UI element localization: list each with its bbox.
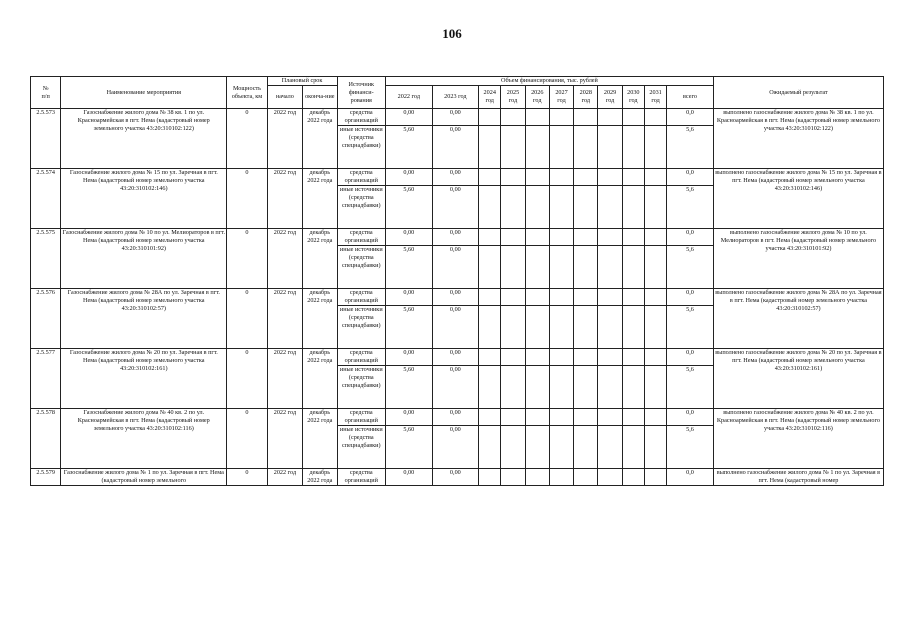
expected-result: выполнено газоснабжение жилого дома № 38 кв. 1 по ул. Красноармейская в пгт. Нема (кадастровый номер земельного участка 43:20:310102:122) [713,109,883,169]
row-number: 2.5.576 [31,289,61,349]
measure-name: Газоснабжение жилого дома № 10 по ул. Мелиораторов в пгт. Нема (кадастровый номер земельного участка 43:20:310101:92) [61,229,227,289]
capacity: 0 [227,469,267,486]
row-number: 2.5.574 [31,169,61,229]
expected-result: выполнено газоснабжение жилого дома № 40 кв. 2 по ул. Красноармейская в пгт. Нема (кадастровый номер земельного участка 43:20:310102:116) [713,409,883,469]
value-2022: 0,00 [386,229,433,246]
empty-cell [622,366,644,409]
value-2022: 5,60 [386,306,433,349]
empty-cell [525,349,549,366]
value-2023: 0,00 [432,169,479,186]
empty-cell [549,409,573,426]
funding-source: иные источники (средства спецнадбавки) [337,186,386,229]
empty-cell [644,426,666,469]
empty-cell [501,366,525,409]
measure-name: Газоснабжение жилого дома № 38 кв. 1 по ул. Красноармейская в пгт. Нема (кадастровый номер земельного участка 43:20:310102:122) [61,109,227,169]
funding-source: средства организаций [337,409,386,426]
row-number: 2.5.575 [31,229,61,289]
value-2022: 0,00 [386,289,433,306]
plan-end: декабрь 2022 года [303,289,337,349]
empty-cell [598,126,622,169]
header-year: 2029 год [598,86,622,109]
plan-start: 2022 год [267,289,302,349]
value-total: 5,6 [667,126,714,169]
expected-result: выполнено газоснабжение жилого дома № 1 по ул. Заречная в пгт. Нема (кадастровый номер [713,469,883,486]
value-total: 0,0 [667,289,714,306]
value-2022: 5,60 [386,366,433,409]
empty-cell [598,289,622,306]
empty-cell [622,426,644,469]
table-row [31,169,884,186]
table-row [31,289,884,306]
empty-cell [479,186,501,229]
empty-cell [525,306,549,349]
empty-cell [622,246,644,289]
empty-cell [479,349,501,366]
plan-start: 2022 год [267,169,302,229]
empty-cell [644,186,666,229]
empty-cell [598,109,622,126]
empty-cell [479,169,501,186]
table-row [31,409,884,426]
empty-cell [598,366,622,409]
table-row [31,469,884,486]
value-2023: 0,00 [432,229,479,246]
empty-cell [574,409,598,426]
empty-cell [525,426,549,469]
empty-cell [574,366,598,409]
empty-cell [501,426,525,469]
empty-cell [549,289,573,306]
empty-cell [644,306,666,349]
empty-cell [525,229,549,246]
value-2023: 0,00 [432,426,479,469]
value-2022: 0,00 [386,469,433,486]
empty-cell [644,109,666,126]
header-year: 2023 год [432,86,479,109]
empty-cell [479,229,501,246]
row-number: 2.5.573 [31,109,61,169]
plan-start: 2022 год [267,349,302,409]
empty-cell [501,109,525,126]
empty-cell [574,246,598,289]
row-number: 2.5.577 [31,349,61,409]
measure-name: Газоснабжение жилого дома № 20 по ул. Заречная в пгт. Нема (кадастровый номер земельного участка 43:20:310102:161) [61,349,227,409]
empty-cell [574,306,598,349]
value-2022: 5,60 [386,186,433,229]
empty-cell [525,366,549,409]
plan-start: 2022 год [267,469,302,486]
empty-cell [479,366,501,409]
empty-cell [644,126,666,169]
value-total: 5,6 [667,246,714,289]
empty-cell [479,246,501,289]
value-total: 0,0 [667,169,714,186]
header-source: Источник финанси-рования [337,77,386,109]
empty-cell [501,229,525,246]
capacity: 0 [227,109,267,169]
value-total: 0,0 [667,349,714,366]
funding-source: иные источники (средства спецнадбавки) [337,246,386,289]
empty-cell [644,366,666,409]
value-2022: 5,60 [386,246,433,289]
plan-end: декабрь 2022 года [303,349,337,409]
empty-cell [574,126,598,169]
funding-source: средства организаций [337,289,386,306]
value-2023: 0,00 [432,349,479,366]
row-number: 2.5.579 [31,469,61,486]
empty-cell [598,186,622,229]
header-end: оконча-ние [303,86,337,109]
empty-cell [644,246,666,289]
header-year: 2030 год [622,86,644,109]
header-result: Ожидаемый результат [713,77,883,109]
empty-cell [501,349,525,366]
empty-cell [549,246,573,289]
value-total: 0,0 [667,409,714,426]
empty-cell [598,349,622,366]
capacity: 0 [227,409,267,469]
empty-cell [644,469,666,486]
capacity: 0 [227,169,267,229]
header-year: 2025 год [501,86,525,109]
header-year: 2026 год [525,86,549,109]
header-total: всего [667,86,714,109]
empty-cell [574,349,598,366]
value-2023: 0,00 [432,109,479,126]
value-2023: 0,00 [432,246,479,289]
value-total: 0,0 [667,469,714,486]
funding-source: средства организаций [337,169,386,186]
table-header [31,77,884,109]
header-year: 2027 год [549,86,573,109]
header-no: № п/п [31,77,61,109]
measure-name: Газоснабжение жилого дома № 40 кв. 2 по ул. Красноармейская в пгт. Нема (кадастровый номер земельного участка 43:20:310102:116) [61,409,227,469]
empty-cell [479,409,501,426]
value-2023: 0,00 [432,186,479,229]
empty-cell [549,169,573,186]
empty-cell [574,426,598,469]
table-row [31,109,884,126]
capacity: 0 [227,289,267,349]
empty-cell [644,349,666,366]
header-year: 2022 год [386,86,433,109]
plan-end: декабрь 2022 года [303,169,337,229]
empty-cell [549,306,573,349]
value-2022: 0,00 [386,169,433,186]
plan-end: декабрь 2022 года [303,109,337,169]
empty-cell [525,109,549,126]
expected-result: выполнено газоснабжение жилого дома № 15 по ул. Заречная в пгт. Нема (кадастровый номер земельного участка 43:20:310102:146) [713,169,883,229]
empty-cell [598,426,622,469]
empty-cell [574,469,598,486]
empty-cell [479,426,501,469]
empty-cell [525,246,549,289]
empty-cell [549,126,573,169]
value-2022: 5,60 [386,426,433,469]
table-row [31,349,884,366]
empty-cell [622,186,644,229]
empty-cell [501,246,525,289]
empty-cell [479,469,501,486]
empty-cell [598,306,622,349]
expected-result: выполнено газоснабжение жилого дома № 10 по ул. Мелиораторов в пгт. Нема (кадастровый номер земельного участка 43:20:310101:92) [713,229,883,289]
empty-cell [479,109,501,126]
value-total: 5,6 [667,306,714,349]
empty-cell [598,409,622,426]
value-2022: 0,00 [386,349,433,366]
empty-cell [549,109,573,126]
empty-cell [501,469,525,486]
empty-cell [644,409,666,426]
header-name: Наименование мероприятия [61,77,227,109]
funding-source: средства организаций [337,349,386,366]
measure-name: Газоснабжение жилого дома № 15 по ул. Заречная в пгт. Нема (кадастровый номер земельного участка 43:20:310102:146) [61,169,227,229]
plan-start: 2022 год [267,229,302,289]
empty-cell [525,409,549,426]
empty-cell [501,289,525,306]
page-number: 106 [442,26,462,41]
empty-cell [525,469,549,486]
empty-cell [622,109,644,126]
empty-cell [574,289,598,306]
value-total: 5,6 [667,426,714,469]
empty-cell [574,109,598,126]
funding-source: иные источники (средства спецнадбавки) [337,426,386,469]
empty-cell [574,229,598,246]
header-plan: Плановый срок [267,77,337,86]
value-2023: 0,00 [432,126,479,169]
value-2023: 0,00 [432,366,479,409]
header-start: начало [267,86,302,109]
empty-cell [549,229,573,246]
value-2023: 0,00 [432,289,479,306]
empty-cell [549,469,573,486]
empty-cell [501,306,525,349]
value-total: 5,6 [667,186,714,229]
empty-cell [598,469,622,486]
empty-cell [501,409,525,426]
capacity: 0 [227,229,267,289]
empty-cell [525,169,549,186]
value-2022: 5,60 [386,126,433,169]
empty-cell [622,229,644,246]
empty-cell [598,246,622,289]
empty-cell [549,186,573,229]
empty-cell [622,349,644,366]
empty-cell [501,186,525,229]
empty-cell [525,186,549,229]
funding-source: средства организаций [337,229,386,246]
funding-source: средства организаций [337,109,386,126]
empty-cell [525,126,549,169]
header-volume: Объем финансирования, тыс. рублей [386,77,714,86]
header-capacity: Мощность объекта, км [227,77,267,109]
plan-end: декабрь 2022 года [303,229,337,289]
empty-cell [574,169,598,186]
expected-result: выполнено газоснабжение жилого дома № 20 по ул. Заречная в пгт. Нема (кадастровый номер земельного участка 43:20:310102:161) [713,349,883,409]
empty-cell [479,126,501,169]
expected-result: выполнено газоснабжение жилого дома № 28А по ул. Заречная в пгт. Нема (кадастровый номер земельного участка 43:20:310102:57) [713,289,883,349]
funding-source: иные источники (средства спецнадбавки) [337,366,386,409]
empty-cell [574,186,598,229]
value-total: 0,0 [667,229,714,246]
value-total: 0,0 [667,109,714,126]
empty-cell [501,169,525,186]
empty-cell [622,469,644,486]
plan-end: декабрь 2022 года [303,469,337,486]
value-2023: 0,00 [432,306,479,349]
capacity: 0 [227,349,267,409]
funding-source: средства организаций [337,469,386,486]
empty-cell [479,306,501,349]
plan-end: декабрь 2022 года [303,409,337,469]
header-year: 2031 год [644,86,666,109]
funding-source: иные источники (средства спецнадбавки) [337,306,386,349]
empty-cell [622,289,644,306]
financing-table [30,76,884,486]
value-total: 5,6 [667,366,714,409]
value-2023: 0,00 [432,409,479,426]
empty-cell [598,229,622,246]
empty-cell [549,426,573,469]
table-body [31,109,884,486]
empty-cell [622,169,644,186]
empty-cell [644,289,666,306]
measure-name: Газоснабжение жилого дома № 28А по ул. Заречная в пгт. Нема (кадастровый номер земельного участка 43:20:310102:57) [61,289,227,349]
empty-cell [549,349,573,366]
empty-cell [622,306,644,349]
empty-cell [598,169,622,186]
value-2022: 0,00 [386,409,433,426]
header-year: 2024 год [479,86,501,109]
empty-cell [525,289,549,306]
plan-start: 2022 год [267,109,302,169]
measure-name: Газоснабжение жилого дома № 1 по ул. Заречная в пгт. Нема (кадастровый номер земельного [61,469,227,486]
empty-cell [644,169,666,186]
table-row [31,229,884,246]
empty-cell [622,126,644,169]
empty-cell [622,409,644,426]
empty-cell [479,289,501,306]
empty-cell [501,126,525,169]
row-number: 2.5.578 [31,409,61,469]
value-2023: 0,00 [432,469,479,486]
header-year: 2028 год [574,86,598,109]
empty-cell [644,229,666,246]
empty-cell [549,366,573,409]
funding-source: иные источники (средства спецнадбавки) [337,126,386,169]
value-2022: 0,00 [386,109,433,126]
plan-start: 2022 год [267,409,302,469]
